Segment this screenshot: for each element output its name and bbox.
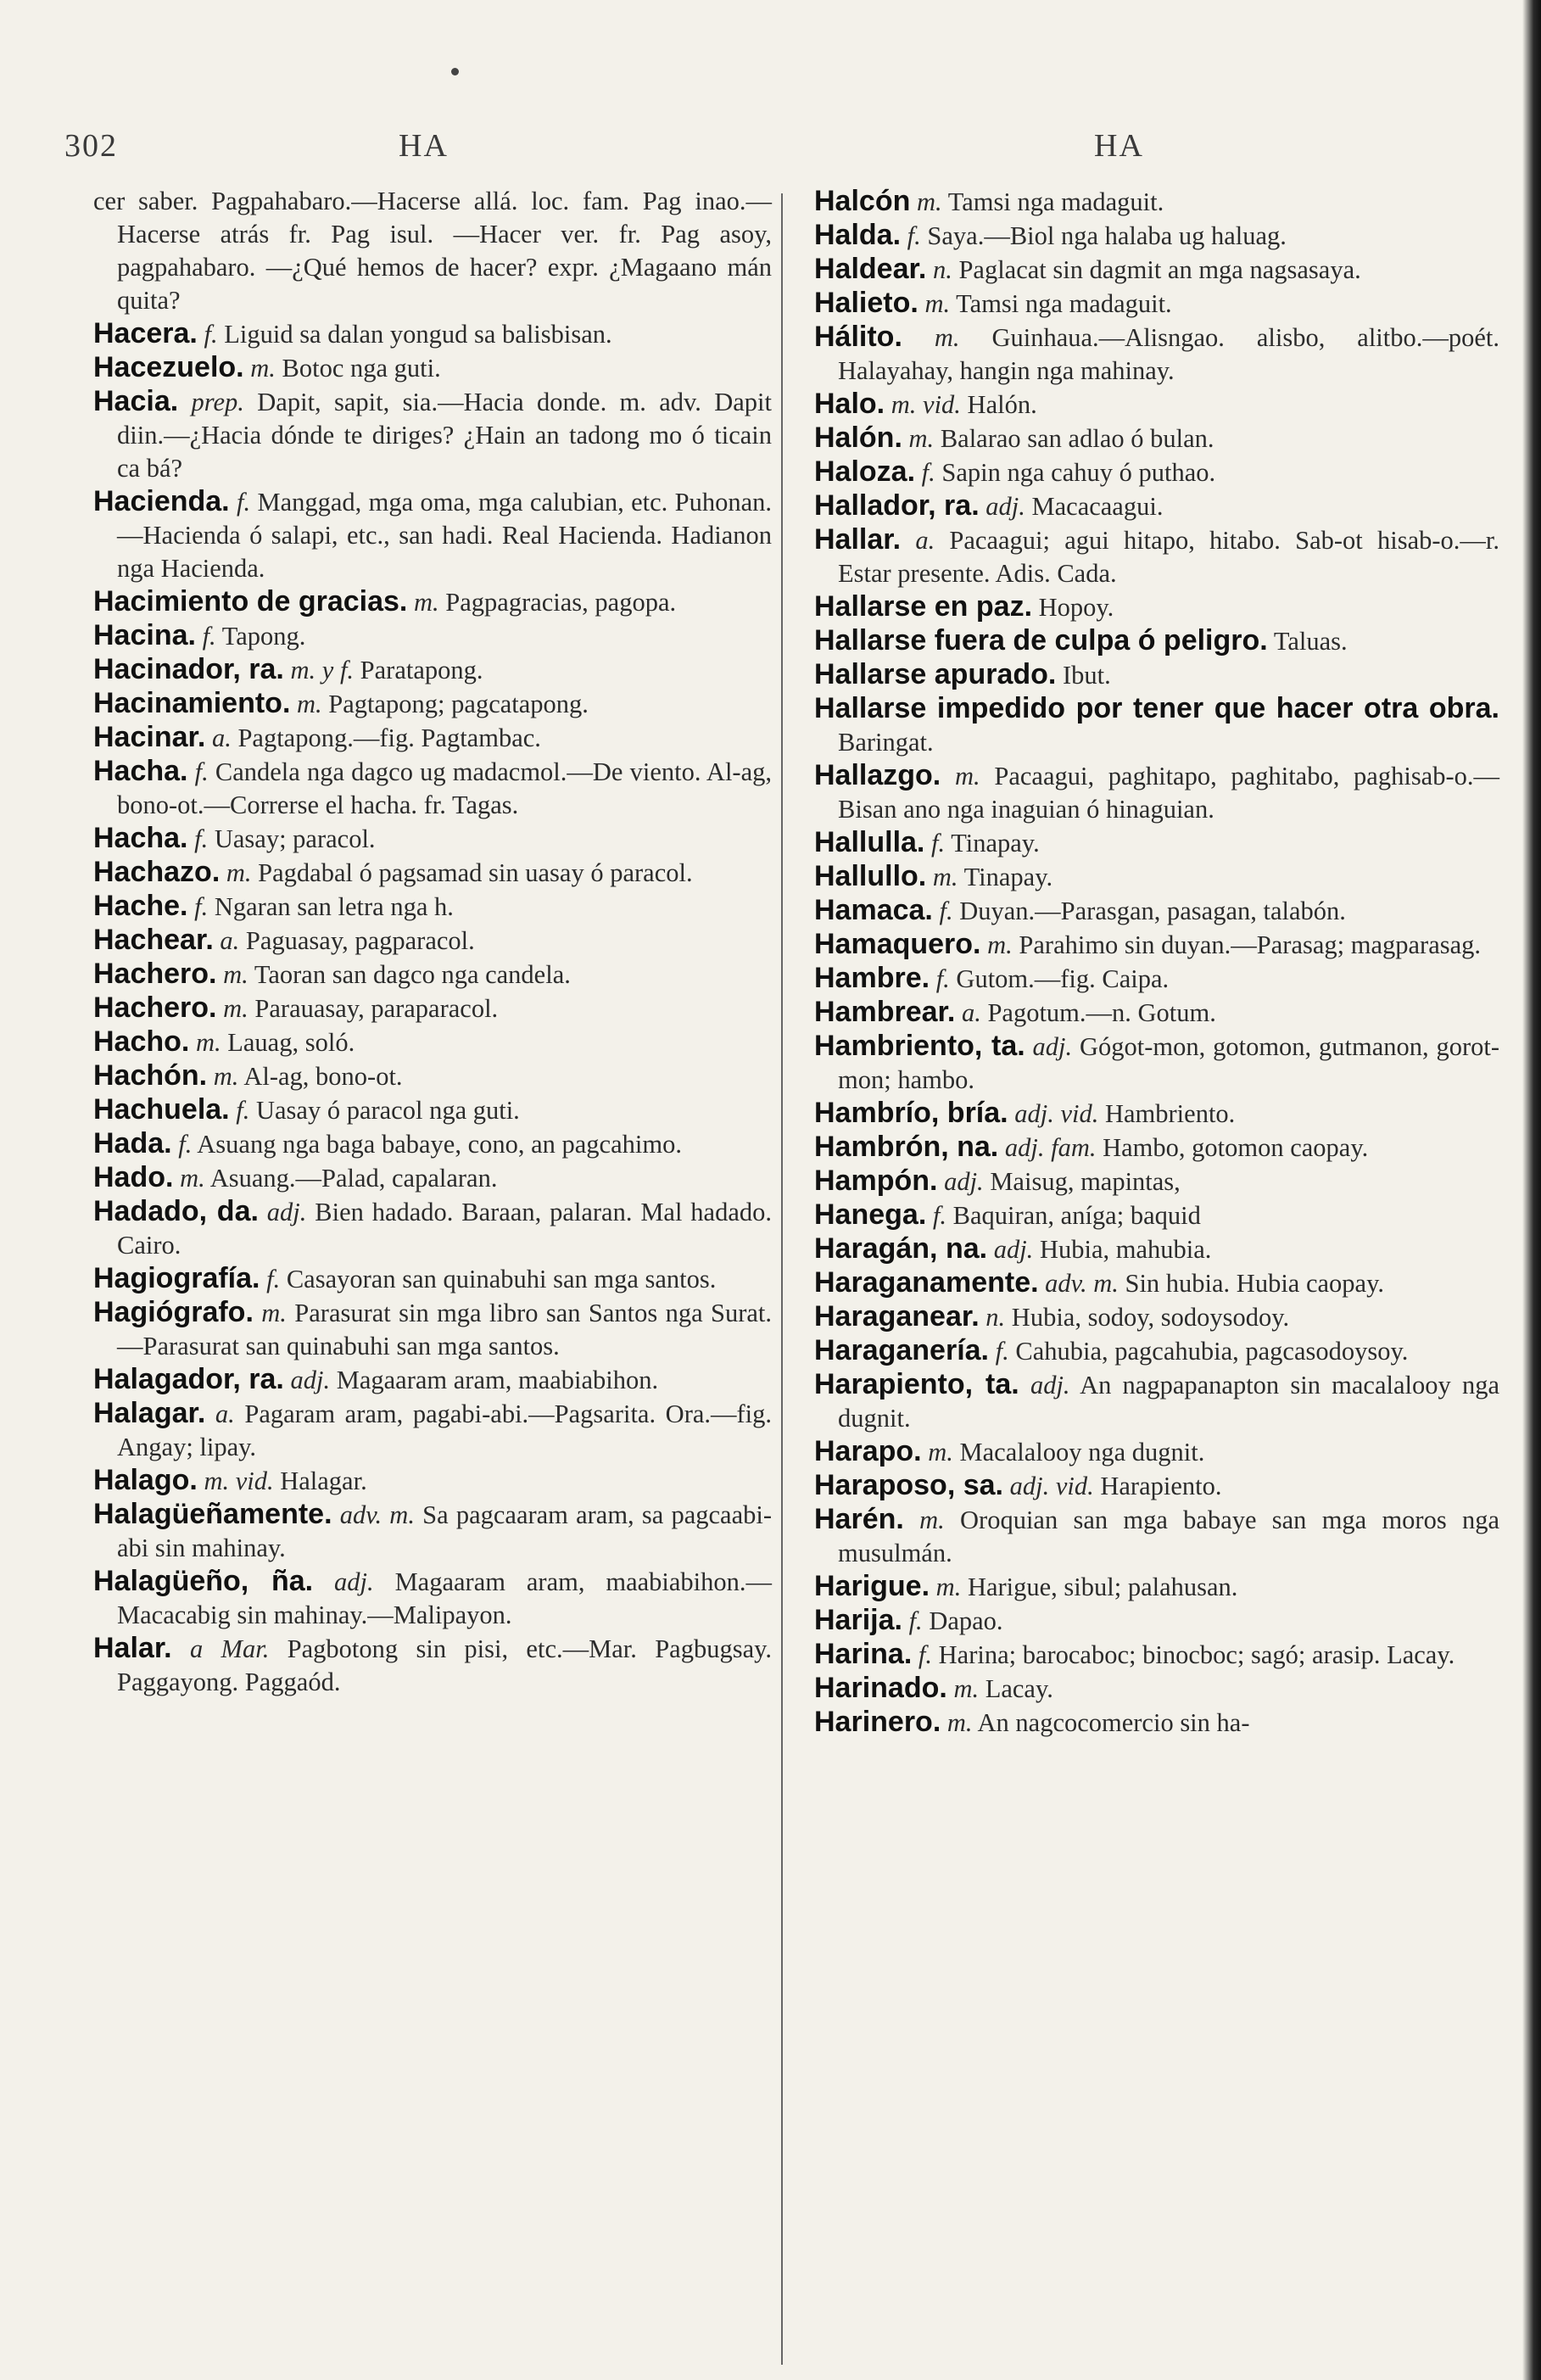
definition: Pagdabal ó pagsamad sin uasay ó paracol.: [258, 858, 693, 887]
part-of-speech: n.: [985, 1303, 1006, 1332]
part-of-speech: m.: [919, 1506, 945, 1534]
dictionary-entry: [814, 1570, 1499, 1604]
definition: Parasurat sin mga libro san Santos nga Surat.—Parasurat san quinabuhi san mga santos.: [117, 1299, 773, 1360]
dictionary-entry: [93, 890, 772, 924]
definition: Pagotum.—n. Gotum.: [987, 998, 1216, 1027]
headword: Hagiografía.: [93, 1262, 260, 1294]
definition: Sin hubia. Hubia caopay.: [1125, 1269, 1384, 1298]
headword: Harigue.: [814, 1570, 930, 1602]
part-of-speech: m.: [916, 187, 942, 216]
part-of-speech: f.: [194, 892, 209, 921]
definition: Sapin nga cahuy ó puthao.: [941, 458, 1216, 487]
headword: Hampón.: [814, 1165, 938, 1197]
headword: Haraposo, sa.: [814, 1469, 1003, 1501]
dictionary-entry: [93, 585, 772, 619]
dictionary-entry: [93, 1262, 772, 1296]
headword: Haloza.: [814, 455, 916, 488]
dictionary-entry: [93, 1632, 772, 1699]
definition: Paguasay, pagparacol.: [245, 926, 475, 955]
headword: Halagador, ra.: [93, 1363, 284, 1395]
part-of-speech: adj.: [1030, 1371, 1070, 1400]
definition: Tinapay.: [963, 863, 1053, 891]
ink-dot: [451, 68, 459, 75]
dictionary-entry: [814, 489, 1499, 523]
definition: Parahimo sin duyan.—Parasag; magparasag.: [1019, 930, 1482, 959]
part-of-speech: adj.: [1032, 1032, 1073, 1061]
dictionary-entry: [814, 1706, 1499, 1740]
definition: Balarao san adlao ó bulan.: [940, 424, 1214, 453]
dictionary-entry: [93, 1025, 772, 1059]
dictionary-entry: [93, 1565, 772, 1632]
headword: Hada.: [93, 1127, 172, 1159]
part-of-speech: m.: [954, 762, 980, 791]
definition: Manggad, mga oma, mga calubian, etc. Puhonan.—Hacienda ó salapi, etc., san hadi. Real Hacienda. Hadianon nga Hacienda.: [117, 488, 773, 583]
headword: Hachazo.: [93, 856, 221, 888]
dictionary-entry: [814, 1030, 1499, 1097]
definition: Gógot-mon, gotomon, gutmanon, gorot-mon; hambo.: [838, 1032, 1499, 1094]
part-of-speech: adj.: [985, 492, 1025, 521]
dictionary-entry: [93, 1498, 772, 1565]
headword: Harina.: [814, 1638, 913, 1670]
definition: Asuang.—Palad, capalaran.: [209, 1164, 498, 1193]
headword: Hacinar.: [93, 721, 206, 753]
headword: Hachuela.: [93, 1093, 230, 1126]
definition: Hubia, mahubia.: [1039, 1235, 1212, 1264]
dictionary-entry: [814, 928, 1499, 962]
dictionary-entry: [93, 1296, 772, 1363]
dictionary-entry: [93, 1093, 772, 1127]
dictionary-entry: [814, 1131, 1499, 1165]
dictionary-entry: [93, 755, 772, 822]
headword: Hambrón, na.: [814, 1131, 999, 1163]
dictionary-entry: [814, 894, 1499, 928]
definition: Casayoran san quinabuhi san mga santos.: [286, 1265, 717, 1293]
part-of-speech: f.: [995, 1337, 1009, 1366]
dictionary-entry: [814, 253, 1499, 287]
part-of-speech: m.: [987, 930, 1013, 959]
dictionary-entry: [93, 687, 772, 721]
headword: Hambre.: [814, 962, 930, 994]
dictionary-entry: [814, 455, 1499, 489]
dictionary-entry: [93, 958, 772, 992]
headword: Hallullo.: [814, 860, 927, 892]
headword: Hálito.: [814, 321, 902, 353]
definition: Pacaagui; agui hitapo, hitabo. Sab-ot hisab-o.—r. Estar presente. Adis. Cada.: [838, 526, 1500, 588]
dictionary-entry: [93, 351, 772, 385]
headword: Haraganear.: [814, 1300, 980, 1332]
definition: Gutom.—fig. Caipa.: [956, 964, 1170, 993]
dictionary-entry: [93, 924, 772, 958]
part-of-speech: adj.: [993, 1235, 1034, 1264]
dictionary-entry: [814, 287, 1499, 321]
part-of-speech: f.: [935, 964, 950, 993]
dictionary-entry: [93, 822, 772, 856]
definition: Saya.—Biol nga halaba ug haluag.: [927, 221, 1287, 250]
headword: Hamaca.: [814, 894, 933, 926]
part-of-speech: m.: [250, 354, 276, 383]
definition: Liguid sa dalan yongud sa balisbisan.: [224, 320, 612, 349]
part-of-speech: m.: [924, 289, 951, 318]
dictionary-entry: [814, 692, 1499, 759]
headword: Hallador, ra.: [814, 489, 980, 522]
definition: Pagpagracias, pagopa.: [445, 588, 677, 617]
dictionary-entry: [814, 1165, 1499, 1198]
dictionary-entry: [814, 1097, 1499, 1131]
part-of-speech: m.: [414, 588, 439, 617]
headword: Hachear.: [93, 924, 214, 956]
dictionary-entry: [814, 1672, 1499, 1706]
part-of-speech: f.: [908, 1606, 923, 1635]
dictionary-entry: [93, 619, 772, 653]
part-of-speech: m.: [908, 424, 935, 453]
headword: Hachero.: [93, 958, 217, 990]
part-of-speech: f.: [918, 1640, 932, 1669]
part-of-speech: m. y f.: [290, 656, 355, 684]
definition: cer saber. Pagpahabaro.—Hacerse allá. loc. fam. Pag inao.—Hacerse atrás fr. Pag isul. —Hacer ver. fr. Pag asoy, pagpahabaro. —¿Qué hemos de hacer? expr. ¿Magaano mán quita?: [93, 187, 772, 315]
headword: Harén.: [814, 1503, 904, 1535]
headword: Hachón.: [93, 1059, 208, 1092]
dictionary-entry: [814, 1469, 1499, 1503]
running-head-left: HA: [399, 128, 449, 164]
definition: Halón.: [967, 390, 1037, 419]
definition: Parauasay, paraparacol.: [254, 994, 499, 1023]
dictionary-entry: [814, 1198, 1499, 1232]
part-of-speech: f.: [202, 622, 216, 651]
headword: Harapiento, ta.: [814, 1368, 1019, 1400]
headword: Halcón: [814, 185, 911, 217]
part-of-speech: f.: [194, 757, 209, 786]
headword: Hacera.: [93, 317, 198, 349]
running-head-right: HA: [1094, 128, 1144, 164]
headword: Hacinamiento.: [93, 687, 291, 719]
part-of-speech: f.: [236, 488, 251, 517]
definition: Sa pagcaaram aram, sa pagcaabi-abi sin mahinay.: [117, 1500, 772, 1562]
column-divider: [781, 193, 783, 2365]
definition: Taluas.: [1273, 627, 1348, 656]
definition: Tamsi nga madaguit.: [956, 289, 1172, 318]
headword: Hacha.: [93, 755, 188, 787]
dictionary-entry: [93, 721, 772, 755]
headword: Hacia.: [93, 385, 179, 417]
part-of-speech: m.: [297, 690, 322, 718]
part-of-speech: m. vid.: [891, 390, 961, 419]
headword: Hado.: [93, 1161, 174, 1193]
headword: Hachero.: [93, 992, 217, 1024]
definition: Lacay.: [985, 1674, 1053, 1703]
definition: Dapit, sapit, sia.—Hacia donde. m. adv. Dapit diin.—¿Hacia dónde te diriges? ¿Hain an tadong mo ó ticain ca bá?: [117, 388, 773, 483]
headword: Halar.: [93, 1632, 172, 1664]
dictionary-entry: [814, 759, 1499, 826]
dictionary-entry: [814, 1232, 1499, 1266]
part-of-speech: n.: [932, 255, 952, 284]
dictionary-entry: [814, 1300, 1499, 1334]
dictionary-entry: [93, 992, 772, 1025]
headword: Hallarse fuera de culpa ó peligro.: [814, 624, 1268, 656]
dictionary-entry: [93, 1161, 772, 1195]
definition: Harapiento.: [1100, 1472, 1222, 1500]
part-of-speech: adj.: [266, 1198, 307, 1226]
headword: Hacha.: [93, 822, 188, 854]
part-of-speech: adv. m.: [339, 1500, 415, 1529]
part-of-speech: m.: [935, 1573, 962, 1601]
definition: Baquiran, aníga; baquid: [952, 1201, 1201, 1230]
headword: Hambrío, bría.: [814, 1097, 1008, 1129]
definition: Tamsi nga madaguit.: [947, 187, 1164, 216]
part-of-speech: f.: [907, 221, 921, 250]
part-of-speech: prep.: [191, 388, 244, 416]
part-of-speech: f.: [236, 1096, 250, 1125]
dictionary-entry: [93, 317, 772, 351]
headword: Harinero.: [814, 1706, 941, 1738]
part-of-speech: adv. m.: [1045, 1269, 1119, 1298]
part-of-speech: m.: [261, 1299, 287, 1327]
right-column: [814, 185, 1499, 1740]
part-of-speech: f.: [266, 1265, 281, 1293]
definition: Ngaran san letra nga h.: [214, 892, 454, 921]
dictionary-entry: [93, 385, 772, 485]
definition: An nagcocomercio sin ha-: [977, 1708, 1250, 1737]
headword: Hacina.: [93, 619, 196, 651]
part-of-speech: m.: [195, 1028, 221, 1057]
part-of-speech: m.: [953, 1674, 980, 1703]
part-of-speech: f.: [931, 829, 946, 858]
dictionary-entry: [93, 1464, 772, 1498]
part-of-speech: m.: [934, 323, 960, 352]
part-of-speech: adj.: [334, 1567, 374, 1596]
definition: Dapao.: [929, 1606, 1003, 1635]
headword: Hacinador, ra.: [93, 653, 284, 685]
dictionary-entry: [814, 590, 1499, 624]
left-column: [93, 185, 772, 1699]
definition: Pagaram aram, pagabi-abi.—Pagsarita. Ora.—fig. Angay; lipay.: [117, 1400, 773, 1461]
part-of-speech: f.: [178, 1130, 193, 1159]
definition: Tinapay.: [951, 829, 1040, 858]
part-of-speech: adj.: [290, 1366, 331, 1394]
dictionary-entry: [93, 653, 772, 687]
headword: Halón.: [814, 422, 902, 454]
definition: Hambo, gotomon caopay.: [1103, 1133, 1369, 1162]
definition: Magaaram aram, maabiabihon.—Macacabig sin mahinay.—Malipayon.: [117, 1567, 773, 1629]
part-of-speech: a.: [220, 926, 240, 955]
headword: Hadado, da.: [93, 1195, 259, 1227]
headword: Halagar.: [93, 1397, 206, 1429]
definition: Asuang nga baga babaye, cono, an pagcahimo.: [197, 1130, 682, 1159]
definition: Bien hadado. Baraan, palaran. Mal hadado. Cairo.: [117, 1198, 772, 1260]
part-of-speech: m.: [928, 1438, 953, 1467]
headword: Halda.: [814, 219, 902, 251]
definition: Candela nga dagco ug madacmol.—De viento. Al-ag, bono-ot.—Correrse el hacha. fr. Tagas.: [117, 757, 772, 819]
definition: Ibut.: [1062, 661, 1111, 690]
dictionary-entry: [814, 422, 1499, 455]
part-of-speech: adj.: [944, 1167, 984, 1196]
dictionary-entry: [93, 185, 772, 317]
definition: Hopoy.: [1038, 593, 1114, 622]
dictionary-entry: [814, 1604, 1499, 1638]
part-of-speech: m.: [226, 858, 252, 887]
headword: Halago.: [93, 1464, 198, 1496]
definition: Harigue, sibul; palahusan.: [967, 1573, 1238, 1601]
book-spine-shadow: [1522, 0, 1541, 2380]
definition: Macacaagui.: [1031, 492, 1164, 521]
dictionary-entry: [814, 826, 1499, 860]
definition: Pacaagui, paghitapo, paghitabo, paghisab-o.—Bisan ano nga inaguian ó hinaguian.: [838, 762, 1500, 824]
headword: Hallarse impedido por tener que hacer otra obra.: [814, 692, 1499, 724]
headword: Halo.: [814, 388, 885, 420]
dictionary-entry: [814, 1334, 1499, 1368]
headword: Haraganería.: [814, 1334, 989, 1366]
part-of-speech: m.: [223, 994, 248, 1023]
headword: Hacezuelo.: [93, 351, 244, 383]
dictionary-entry: [814, 624, 1499, 658]
dictionary-entry: [93, 485, 772, 585]
definition: Magaaram aram, maabiabihon.: [336, 1366, 659, 1394]
definition: Hambriento.: [1104, 1099, 1236, 1128]
part-of-speech: m.: [932, 863, 958, 891]
headword: Harinado.: [814, 1672, 947, 1704]
definition: Paratapong.: [360, 656, 483, 684]
definition: Botoc nga guti.: [282, 354, 441, 383]
definition: Hubia, sodoy, sodoysodoy.: [1011, 1303, 1290, 1332]
headword: Hallarse apurado.: [814, 658, 1057, 690]
dictionary-entry: [814, 1368, 1499, 1435]
definition: Duyan.—Parasgan, pasagan, talabón.: [959, 897, 1346, 925]
dictionary-entry: [814, 185, 1499, 219]
headword: Hache.: [93, 890, 188, 922]
part-of-speech: f.: [204, 320, 218, 349]
definition: Pagtapong.—fig. Pagtambac.: [237, 723, 541, 752]
definition: Pagbotong sin pisi, etc.—Mar. Pagbugsay. Paggayong. Paggaód.: [117, 1634, 773, 1696]
definition: Harina; barocaboc; binocboc; sagó; arasip. Lacay.: [938, 1640, 1455, 1669]
definition: Cahubia, pagcahubia, pagcasodoysoy.: [1015, 1337, 1409, 1366]
dictionary-entry: [93, 856, 772, 890]
headword: Haldear.: [814, 253, 927, 285]
definition: Pagtapong; pagcatapong.: [328, 690, 589, 718]
headword: Hallulla.: [814, 826, 925, 858]
part-of-speech: a.: [915, 526, 935, 555]
definition: Baringat.: [838, 728, 934, 757]
definition: Halagar.: [280, 1467, 367, 1495]
dictionary-entry: [814, 996, 1499, 1030]
part-of-speech: m.: [213, 1062, 239, 1091]
part-of-speech: a.: [215, 1400, 235, 1428]
dictionary-entry: [93, 1195, 772, 1262]
headword: Hallar.: [814, 523, 902, 556]
headword: Hanega.: [814, 1198, 927, 1231]
headword: Halieto.: [814, 287, 918, 319]
dictionary-entry: [93, 1127, 772, 1161]
definition: Guinhaua.—Alisngao. alisbo, alitbo.—poét. Halayahay, hangin nga mahinay.: [838, 323, 1500, 385]
headword: Hallarse en paz.: [814, 590, 1033, 623]
dictionary-entry: [814, 523, 1499, 590]
part-of-speech: m.: [223, 960, 248, 989]
dictionary-entry: [814, 1266, 1499, 1300]
definition: Uasay ó paracol nga guti.: [255, 1096, 520, 1125]
definition: An nagpapanapton sin macalalooy nga dugnit.: [838, 1371, 1499, 1433]
dictionary-entry: [814, 219, 1499, 253]
headword: Hambrear.: [814, 996, 956, 1028]
dictionary-entry: [93, 1059, 772, 1093]
part-of-speech: f.: [194, 824, 209, 853]
part-of-speech: a Mar.: [189, 1634, 270, 1663]
dictionary-entry: [814, 860, 1499, 894]
headword: Harapo.: [814, 1435, 922, 1467]
part-of-speech: m.: [946, 1708, 973, 1737]
part-of-speech: a.: [211, 723, 232, 752]
dictionary-entry: [814, 962, 1499, 996]
part-of-speech: a.: [961, 998, 981, 1027]
definition: Al-ag, bono-ot.: [243, 1062, 403, 1091]
dictionary-entry: [814, 321, 1499, 388]
headword: Harija.: [814, 1604, 902, 1636]
dictionary-entry: [814, 1435, 1499, 1469]
definition: Taoran san dagco nga candela.: [254, 960, 571, 989]
part-of-speech: m. vid.: [204, 1467, 274, 1495]
headword: Hambriento, ta.: [814, 1030, 1025, 1062]
headword: Hacienda.: [93, 485, 230, 517]
headword: Hallazgo.: [814, 759, 941, 791]
headword: Hacho.: [93, 1025, 190, 1058]
dictionary-entry: [814, 388, 1499, 422]
dictionary-entry: [93, 1397, 772, 1464]
headword: Haraganamente.: [814, 1266, 1039, 1299]
part-of-speech: adj. vid.: [1014, 1099, 1099, 1128]
part-of-speech: f.: [921, 458, 935, 487]
definition: Lauag, soló.: [227, 1028, 355, 1057]
headword: Hagiógrafo.: [93, 1296, 254, 1328]
headword: Hamaquero.: [814, 928, 981, 960]
dictionary-entry: [814, 1503, 1499, 1570]
definition: Oroquian san mga babaye san mga moros nga musulmán.: [838, 1506, 1500, 1567]
part-of-speech: m.: [180, 1164, 205, 1193]
dictionary-entry: [814, 1638, 1499, 1672]
headword: Halagüeñamente.: [93, 1498, 332, 1530]
part-of-speech: f.: [939, 897, 953, 925]
headword: Haragán, na.: [814, 1232, 988, 1265]
headword: Hacimiento de gracias.: [93, 585, 408, 617]
definition: Macalalooy nga dugnit.: [959, 1438, 1205, 1467]
definition: Uasay; paracol.: [214, 824, 376, 853]
page-number: 302: [64, 128, 118, 164]
definition: Paglacat sin dagmit an mga nagsasaya.: [958, 255, 1361, 284]
definition: Tapong.: [221, 622, 306, 651]
definition: Maisug, mapintas,: [990, 1167, 1181, 1196]
part-of-speech: adj. fam.: [1004, 1133, 1097, 1162]
dictionary-entry: [814, 658, 1499, 692]
part-of-speech: adj. vid.: [1009, 1472, 1094, 1500]
headword: Halagüeño, ña.: [93, 1565, 314, 1597]
part-of-speech: f.: [932, 1201, 946, 1230]
dictionary-entry: [93, 1363, 772, 1397]
